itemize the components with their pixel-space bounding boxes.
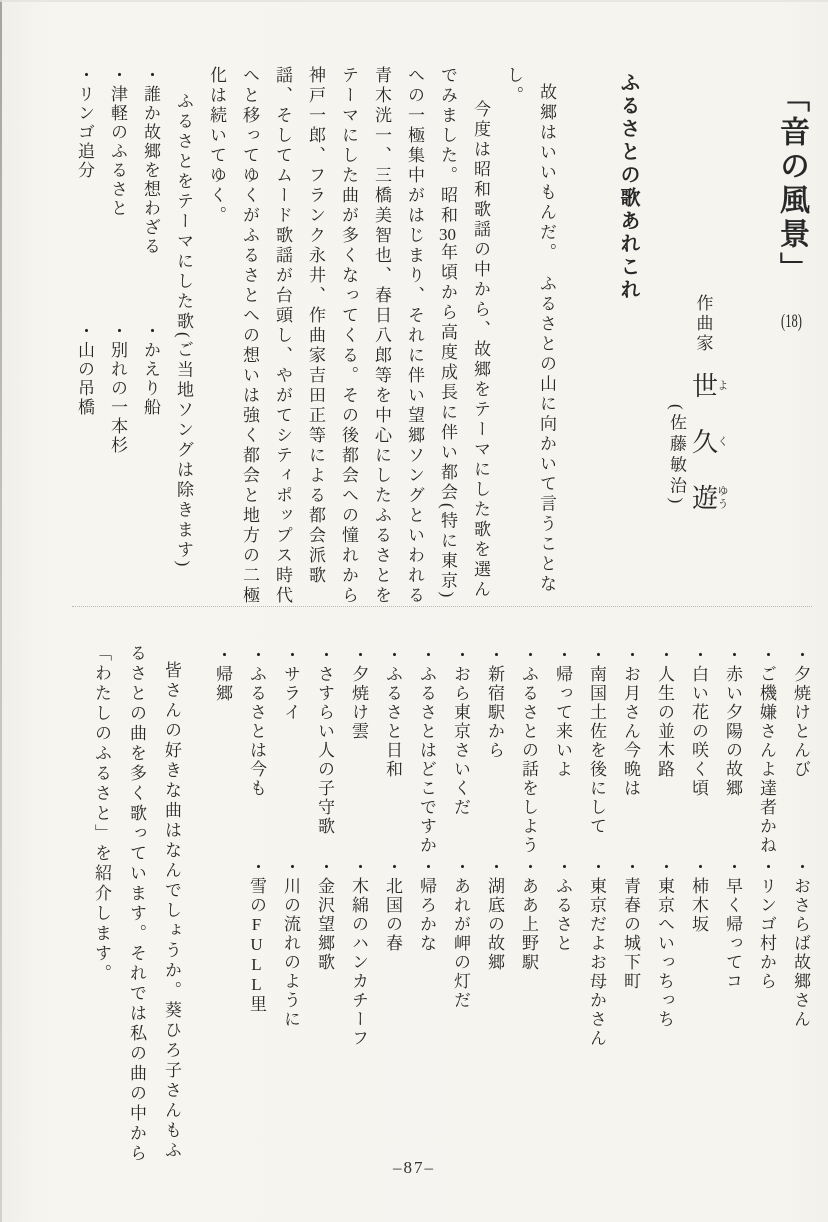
song-item: ・川の流れのように bbox=[281, 858, 300, 1029]
scan-top-edge bbox=[0, 0, 828, 2]
bottom-song-list bbox=[203, 644, 817, 1170]
author-role: 作曲家 bbox=[693, 294, 713, 354]
page-title-text: 「音の風景」 bbox=[775, 82, 808, 286]
song-item: ・あれが岬の灯だ bbox=[451, 858, 470, 1010]
song-item: ・サライ bbox=[281, 646, 300, 722]
essay-body bbox=[63, 66, 563, 606]
page-title bbox=[775, 82, 808, 331]
top-song-list bbox=[63, 66, 167, 606]
author-name-char: 遊ゆう bbox=[688, 484, 728, 510]
essay-paragraph-2 bbox=[200, 66, 497, 606]
song-item: ・赤い夕陽の故郷 bbox=[723, 646, 742, 798]
song-item: ・早く帰ってコ bbox=[723, 858, 742, 991]
song-item: ・木綿のハンカチーフ bbox=[349, 858, 368, 1048]
song-item: ・新宿駅から bbox=[485, 646, 504, 760]
song-item: ・ああ上野駅 bbox=[519, 858, 538, 972]
song-item: ・ふるさとの話をしよう bbox=[519, 646, 538, 855]
song-item: ・柿木坂 bbox=[689, 858, 708, 934]
song-item: ・リンゴ追分 bbox=[75, 66, 94, 180]
song-item: ・夕焼け雲 bbox=[349, 646, 368, 741]
song-item: ・ふるさとはどこですか bbox=[417, 646, 436, 855]
year-number: 30 bbox=[439, 226, 456, 243]
song-item: ・雪のFULL里 bbox=[247, 858, 266, 1014]
author-name-ruby: く bbox=[716, 428, 728, 454]
paragraph-2-before-year: 今度は昭和歌謡の中から、故郷をテーマにした歌を選んでみました。昭和 bbox=[438, 66, 490, 600]
author-block bbox=[687, 294, 728, 510]
song-item: ・ご機嫌さんよ達者かね bbox=[757, 646, 776, 855]
section-heading: ふるさとの歌あれこれ bbox=[617, 72, 639, 302]
bottom-song-row-2 bbox=[239, 858, 817, 1048]
essay-paragraph-1: 故郷はいいもんだ。 ふるさとの山に向かいて言うことなし。 bbox=[504, 66, 556, 595]
song-item: ・白い花の咲く頃 bbox=[689, 646, 708, 798]
song-item: ・ふるさと日和 bbox=[383, 646, 402, 779]
scan-left-edge bbox=[0, 0, 2, 1222]
bottom-section bbox=[30, 644, 817, 1170]
song-item: ・青春の城下町 bbox=[621, 858, 640, 991]
author-real-name: (佐藤敏治) bbox=[667, 404, 686, 508]
song-item: ・南国土佐を後にして bbox=[587, 646, 606, 836]
song-item: ・帰郷 bbox=[213, 646, 232, 703]
top-song-row-2 bbox=[68, 322, 167, 455]
closing-paragraph: 皆さんの好きな曲はなんでしょうか。葵ひろ子さんもふるさとの曲を多く歌っています。それでは私の曲の中から「わたしのふるさと」を紹介します。 bbox=[92, 644, 181, 1164]
author-name bbox=[688, 372, 728, 510]
author-name-char: 世よ bbox=[688, 372, 728, 398]
section-divider bbox=[72, 606, 812, 607]
song-item: ・夕焼けとんび bbox=[791, 646, 810, 779]
song-item: ・東京だよお母かさん bbox=[587, 858, 606, 1048]
song-item: ・リンゴ村から bbox=[757, 858, 776, 991]
song-item: ・誰か故郷を想わざる bbox=[141, 66, 160, 256]
top-song-row-1 bbox=[68, 66, 167, 256]
song-item: ・湖底の故郷 bbox=[485, 858, 504, 972]
song-item: ・お月さん今晩は bbox=[621, 646, 640, 798]
song-item: ・別れの一本杉 bbox=[108, 322, 127, 455]
song-list-intro: ふるさとをテーマにした歌(ご当地ソングは除きます) bbox=[174, 91, 193, 569]
song-item: ・東京へいっちっち bbox=[655, 858, 674, 1029]
page-number: –87– bbox=[393, 1158, 435, 1177]
paragraph-2-after-year: 年頃から高度成長に伴い都会(特に東京)への一極集中がはじまり、それに伴い望郷ソングといわれる青木洸一、三橋美智也、春日八郎等を中心にしたふるさとをテーマにした曲が多くなってくる。その後都会への憧れから神戸一郎、フランク永井、作曲家吉田正等による都会派歌謡、そしてムード歌謡が台頭し、やがてシティポップス時代へと移ってゆくがふるさとへの想いは強く都会と地方の二極化は続いてゆく。 bbox=[207, 66, 457, 606]
author-name-ruby: ゆう bbox=[716, 484, 728, 510]
bottom-song-row-1 bbox=[205, 646, 817, 855]
song-item: ・帰ろかな bbox=[417, 858, 436, 953]
song-item: ・北国の春 bbox=[383, 858, 402, 953]
song-item: ・津軽のふるさと bbox=[108, 66, 127, 218]
song-item: ・金沢望郷歌 bbox=[315, 858, 334, 972]
song-item: ・おら東京さいくだ bbox=[451, 646, 470, 817]
author-name-char: 久く bbox=[688, 428, 728, 454]
song-item: ・かえり船 bbox=[141, 322, 160, 417]
song-item: ・ふるさとは今も bbox=[247, 646, 266, 798]
song-item: ・帰って来いよ bbox=[553, 646, 572, 779]
song-item: ・人生の並木路 bbox=[655, 646, 674, 779]
author-name-ruby: よ bbox=[716, 372, 728, 398]
song-item: ・さすらい人の子守歌 bbox=[315, 646, 334, 836]
song-item: ・おさらば故郷さん bbox=[791, 858, 810, 1029]
song-item: ・ふるさと bbox=[553, 858, 572, 953]
song-item: ・山の吊橋 bbox=[75, 322, 94, 417]
issue-number: (18) bbox=[781, 311, 802, 331]
